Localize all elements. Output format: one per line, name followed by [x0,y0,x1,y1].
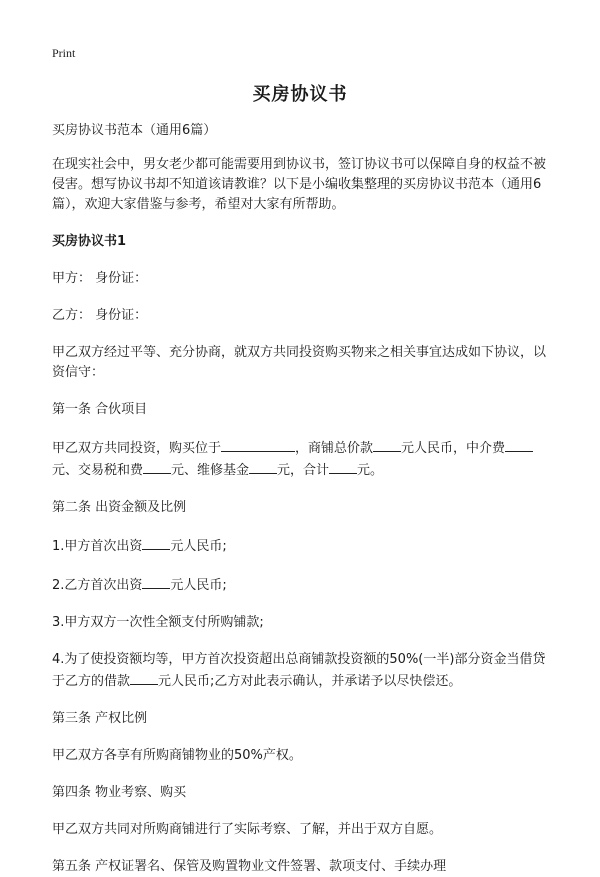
document-subtitle: 买房协议书范本（通用6篇） [52,123,217,138]
article-5-title: 第五条 产权证署名、保管及购置物业文件签署、款项支付、手续办理 [52,859,447,874]
article-1-text [52,437,552,481]
fill-blank-loan [130,670,158,685]
article-2-title: 第二条 出资金额及比例 [52,500,187,515]
article-3-title: 第三条 产权比例 [52,711,148,726]
fill-blank-b-contribution [142,574,170,589]
fill-blank-total-price [373,437,401,452]
preamble-paragraph: 甲乙双方经过平等、充分协商，就双方共同投资购买物来之相关事宜达成如下协议，以资信守： [52,345,547,380]
article-1-text-part: 元，合计 [277,463,330,478]
document-title: 买房协议书 [252,84,348,105]
item-text: 4.为了使投资额均等，甲方首次投资超出总商铺款投资额的50%(一半)部分资金当借贷于乙方的借款 [52,652,546,689]
fill-blank-tax [143,459,171,474]
article-4-text: 甲乙双方共同对所购商铺进行了实际考察、了解，并出于双方自愿。 [52,822,443,837]
fill-blank-a-contribution [142,535,170,550]
item-text: 1.甲方首次出资 [52,539,143,554]
article-2-item-2 [52,574,552,596]
fill-blank-agency-fee [505,437,533,452]
article-1-text-part: 甲乙双方共同投资，购买位于 [52,441,222,456]
item-text: 元人民币;乙方对此表示确认，并承诺予以尽快偿还。 [158,674,462,689]
item-text: 2.乙方首次出资 [52,578,143,593]
party-b-line: 乙方： 身份证： [52,308,148,323]
fill-blank-maintenance [249,459,277,474]
party-a-line: 甲方： 身份证： [52,271,148,286]
fill-blank-location [221,437,295,452]
article-4-title: 第四条 物业考察、购买 [52,785,187,800]
article-1-text-part: 元、维修基金 [171,463,250,478]
section-heading: 买房协议书1 [52,234,127,249]
article-1-text-part: 元人民币，中介费 [401,441,506,456]
article-1-text-part: ，商铺总价款 [295,441,374,456]
item-text: 元人民币; [170,539,227,554]
document-body [52,121,552,877]
article-1-text-part: 元。 [357,463,384,478]
fill-blank-sum [329,459,357,474]
print-link[interactable]: Print [52,46,76,60]
article-1-text-part: 元、交易税和费 [52,463,144,478]
article-2-item-4 [52,650,552,692]
intro-paragraph: 在现实社会中，男女老少都可能需要用到协议书，签订协议书可以保障自身的权益不被侵害。想写协议书却不知道该请教谁？以下是小编收集整理的买房协议书范本（通用6篇），欢迎大家借鉴与参考，希望对大家有所帮助。 [52,157,547,212]
article-3-text: 甲乙双方各享有所购商铺物业的50%产权。 [52,748,302,763]
article-2-item-3: 3.甲方双方一次性全额支付所购铺款; [52,615,264,630]
article-2-item-1 [52,535,552,557]
item-text: 元人民币; [170,578,227,593]
article-1-title: 第一条 合伙项目 [52,402,148,417]
